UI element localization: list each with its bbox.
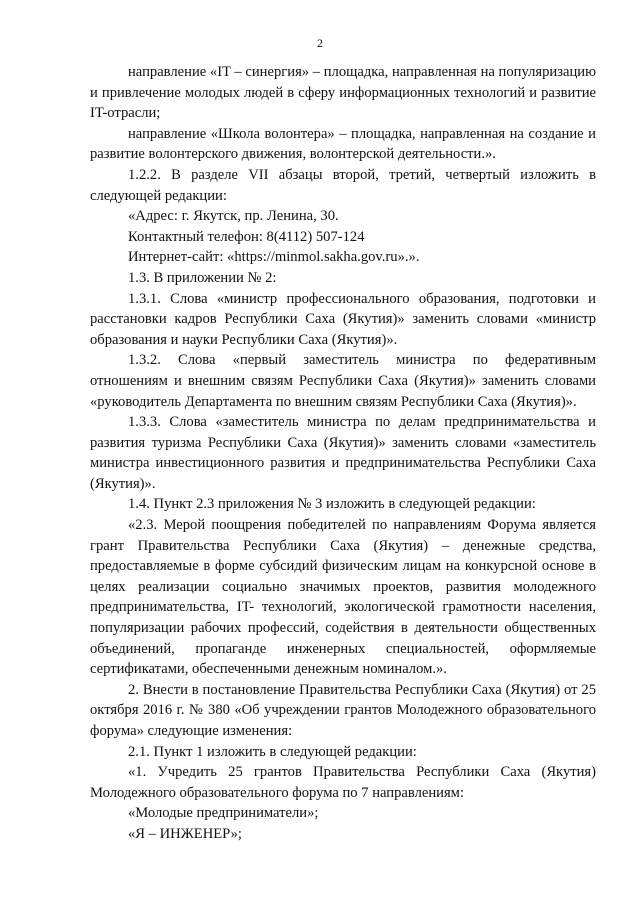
paragraph-1-3-1: 1.3.1. Слова «министр профессионального образования, подготовки и расстановки кадров Республики Саха (Якутия)» заменить словами «министр образования и науки Республики Саха (Якутия)». [90,290,596,348]
paragraph-1-3: 1.3. В приложении № 2: [128,269,277,286]
paragraph-2-3-grant: «2.3. Мерой поощрения победителей по направлениям Форума является грант Правительства Республики Саха (Якутия) – денежные средства, предоставляемые в форме субсидий физическим лицам на конкурсной основе в целях реализации социально значимых проектов, развития молодежного предпринимательства, IT- технологий, экологической грамотности населения, популяризации рабочих профессий, содействия в деятельности общественных объединений, пропаганде инженерных специальностей, оформляемые сертификатами, обеспеченными денежным номиналом.». [90,517,596,678]
paragraph-2: 2. Внести в постановление Правительства Республики Саха (Якутия) от 25 октября 2016 г. № 380 «Об учреждении грантов Молодежного образовательного форума» следующие изменения: [90,681,596,739]
page-number: 2 [317,36,323,50]
paragraph-i-engineer: «Я – ИНЖЕНЕР»; [128,825,242,842]
paragraph-1-4: 1.4. Пункт 2.3 приложения № 3 изложить в следующей редакции: [128,496,536,513]
paragraph-1-3-2: 1.3.2. Слова «первый заместитель министра по федеративным отношениям и внешним связям Республики Саха (Якутия)» заменить словами «руководитель Департамента по внешним связям Республики Саха (Якутия)». [90,352,596,410]
paragraph-young-entrepreneurs: «Молодые предприниматели»; [128,805,319,822]
paragraph-grants-25: «1. Учредить 25 грантов Правительства Республики Саха (Якутия) Молодежного образовательного форума по 7 направлениям: [90,764,596,801]
paragraph-phone: Контактный телефон: 8(4112) 507-124 [128,228,365,245]
paragraph-1-3-3: 1.3.3. Слова «заместитель министра по делам предпринимательства и развития туризма Республики Саха (Якутия)» заменить словами «заместитель министра инвестиционного развития и предпринимательства Республики Саха (Якутия)». [90,414,596,492]
paragraph-volunteer-school: направление «Школа волонтера» – площадка, направленная на создание и развитие волонтерского движения, волонтерской деятельности.». [90,125,596,163]
document-body [90,62,596,845]
paragraph-it-synergy: направление «IT – синергия» – площадка, направленная на популяризацию и привлечение молодых людей в сферу информационных технологий и развитие IT-отрасли; [90,64,596,122]
paragraph-website: Интернет-сайт: «https://minmol.sakha.gov.ru».». [128,249,420,266]
paragraph-address: «Адрес: г. Якутск, пр. Ленина, 30. [128,208,339,225]
paragraph-2-1: 2.1. Пункт 1 изложить в следующей редакции: [128,743,417,760]
paragraph-1-2-2: 1.2.2. В разделе VII абзацы второй, третий, четвертый изложить в следующей редакции: [90,166,596,204]
